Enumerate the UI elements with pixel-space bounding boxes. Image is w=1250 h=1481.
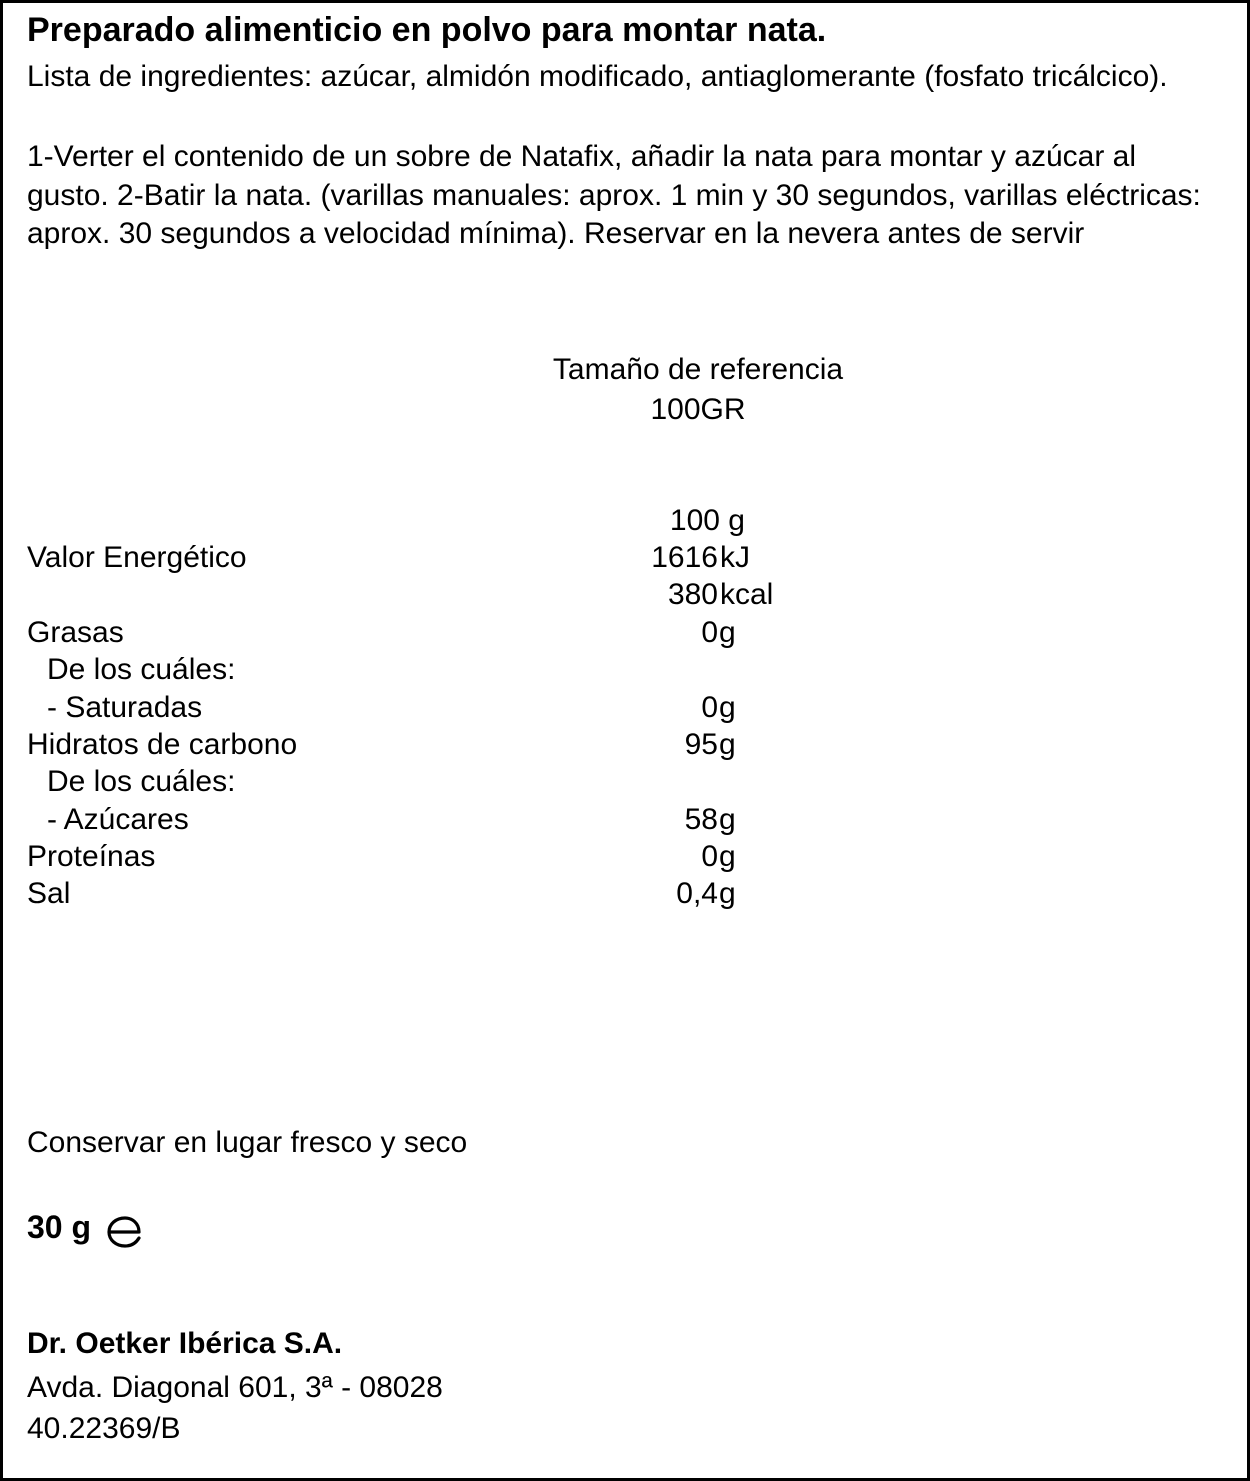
table-row-unit: g bbox=[719, 691, 736, 724]
energy-kcal-unit: kcal bbox=[720, 578, 774, 611]
table-row-label: - Azúcares bbox=[47, 803, 189, 836]
company-name: Dr. Oetker Ibérica S.A. bbox=[27, 1327, 343, 1360]
table-row-value: 95 bbox=[684, 728, 718, 761]
product-code: 40.22369/B bbox=[27, 1412, 181, 1445]
table-row-label: Hidratos de carbono bbox=[27, 728, 298, 761]
table-row-label: De los cuáles: bbox=[47, 765, 236, 798]
table-row-value: 0,4 bbox=[676, 877, 718, 910]
estimate-sign-icon bbox=[105, 1215, 145, 1249]
table-row-unit: g bbox=[719, 840, 736, 873]
column-header: 100 g bbox=[669, 504, 745, 537]
table-row-label: De los cuáles: bbox=[47, 653, 236, 686]
energy-kcal-value: 380 bbox=[667, 578, 718, 611]
company-address: Avda. Diagonal 601, 3ª - 08028 bbox=[27, 1371, 443, 1404]
table-row-value: 0 bbox=[701, 616, 718, 649]
energy-kj-value: 1616 bbox=[651, 541, 718, 574]
table-row-value: 58 bbox=[684, 803, 718, 836]
storage-text: Conservar en lugar fresco y seco bbox=[27, 1126, 468, 1159]
table-row-value: 0 bbox=[701, 840, 718, 873]
table-row-label: Proteínas bbox=[27, 840, 156, 873]
reference-size-value: 100GR bbox=[650, 393, 746, 426]
table-row-unit: g bbox=[719, 877, 736, 910]
table-row-value: 0 bbox=[701, 691, 718, 724]
ingredients-text: Lista de ingredientes: azúcar, almidón modificado, antiaglomerante (fosfato tricálcico). bbox=[27, 60, 1168, 93]
reference-size-label: Tamaño de referencia bbox=[552, 353, 844, 386]
table-row-unit: g bbox=[719, 616, 736, 649]
table-row-label: Sal bbox=[27, 877, 71, 910]
table-row-unit: g bbox=[719, 803, 736, 836]
table-row-label: Grasas bbox=[27, 616, 124, 649]
product-title: Preparado alimenticio en polvo para montar nata. bbox=[27, 11, 827, 49]
table-row-unit: g bbox=[719, 728, 736, 761]
net-weight: 30 g bbox=[27, 1209, 92, 1245]
energy-kj-unit: kJ bbox=[720, 541, 750, 574]
instructions-text: 1-Verter el contenido de un sobre de Natafix, añadir la nata para montar y azúcar al gusto. 2-Batir la nata. (varillas manuales: aprox. 1 min y 30 segundos, varillas eléctricas: aprox. 30 segundos a velocidad mínima). Reservar en la nevera antes de servir bbox=[27, 140, 1201, 250]
table-row-label: - Saturadas bbox=[47, 691, 203, 724]
energy-label: Valor Energético bbox=[27, 541, 247, 574]
